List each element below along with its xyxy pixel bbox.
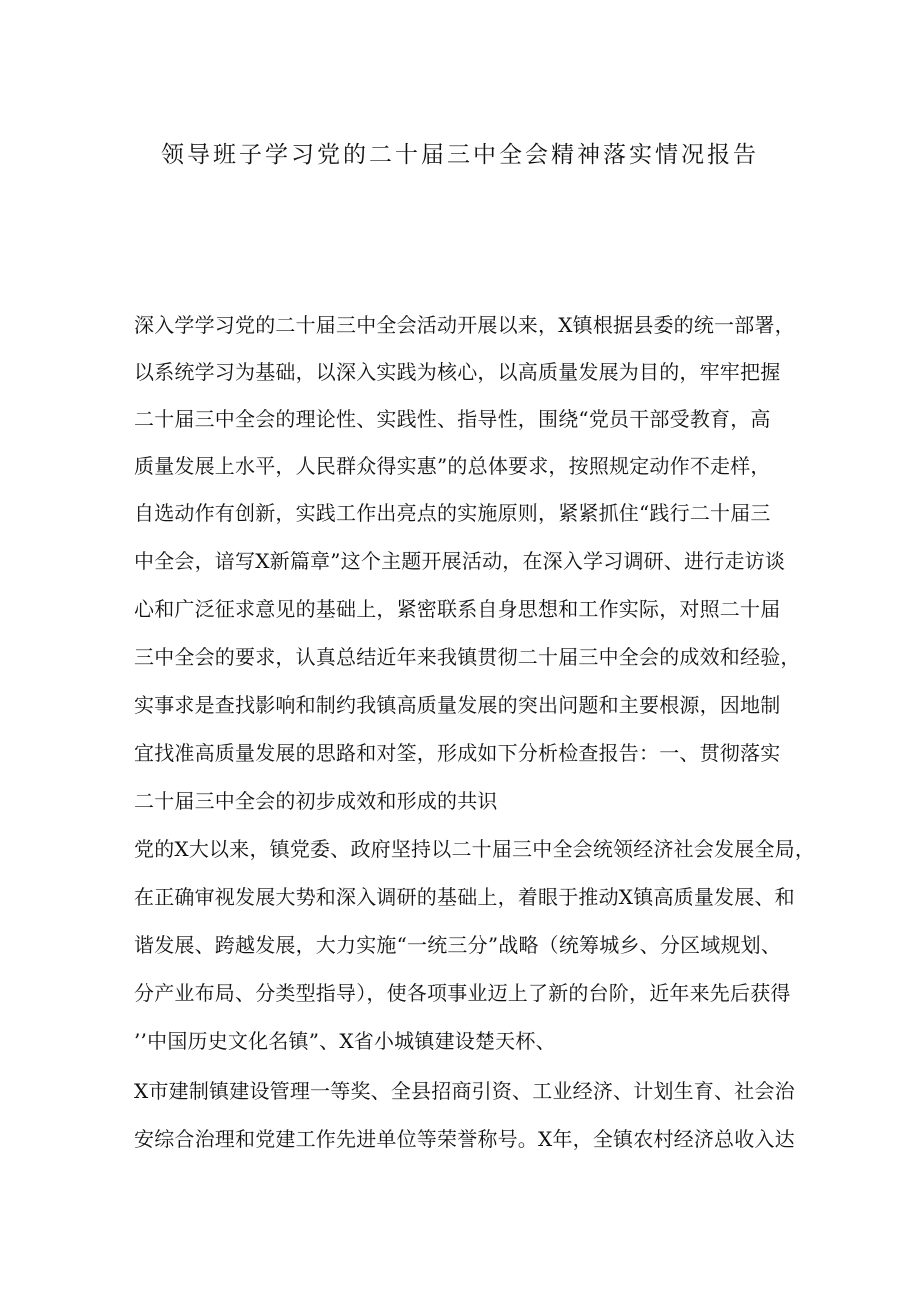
body-line: 以系统学习为基础，以深入实践为核心，以高质量发展为目的，牢牢把握 (134, 360, 781, 384)
body-line: 分产业布局、分类型指导），使各项事业迈上了新的台阶，近年来先后获得 (134, 981, 791, 1005)
body-line: 深入学学习党的二十届三中全会活动开展以来，X镇根据县委的统一部署， (134, 313, 795, 337)
body-line: 质量发展上水平，人民群众得实惠”的总体要求，按照规定动作不走样， (134, 454, 771, 478)
document-title: 领导班子学习党的二十届三中全会精神落实情况报告 (161, 142, 759, 168)
body-line: 实事求是查找影响和制约我镇高质量发展的突出问题和主要根源，因地制 (134, 693, 781, 717)
body-line: 安综合治理和党建工作先进单位等荣誉称号。X年，全镇农村经济总收入达 (134, 1127, 795, 1151)
body-line: 谐发展、跨越发展，大力实施“一统三分”战略（统筹城乡、分区域规划、 (134, 933, 782, 957)
body-line: 二十届三中全会的理论性、实践性、指导性，围绕“党员干部受教育，高 (134, 407, 771, 431)
body-line: 宜找准高质量发展的思路和对筌，形成如下分析检查报告：一、贯彻落实 (134, 741, 781, 765)
body-line: 自选动作有创新，实践工作出亮点的实施原则，紧紧抓住“践行二十届三 (134, 501, 771, 525)
body-line: ’’中国历史文化名镇”、X省小城镇建设楚天杯、 (134, 1029, 556, 1053)
body-line: X市建制镇建设管理一等奖、全县招商引资、工业经济、计划生育、社会治 (134, 1079, 795, 1103)
body-line: 二十届三中全会的初步成效和形成的共识 (134, 789, 498, 813)
body-line: 中全会，谙写X新篇章”这个主题开展活动，在深入学习调研、进行走访谈 (134, 549, 786, 573)
body-line: 在正确审视发展大势和深入调研的基础上，着眼于推动X镇高质量发展、和 (134, 885, 795, 909)
body-line: 党的X大以来，镇党委、政府坚持以二十届三中全会统领经济社会发展全局， (134, 837, 816, 861)
body-line: 三中全会的要求，认真总结近年来我镇贯彻二十届三中全会的成效和经验， (134, 645, 801, 669)
body-line: 心和广泛征求意见的基础上，紧密联系自身思想和工作实际，对照二十届 (134, 597, 781, 621)
